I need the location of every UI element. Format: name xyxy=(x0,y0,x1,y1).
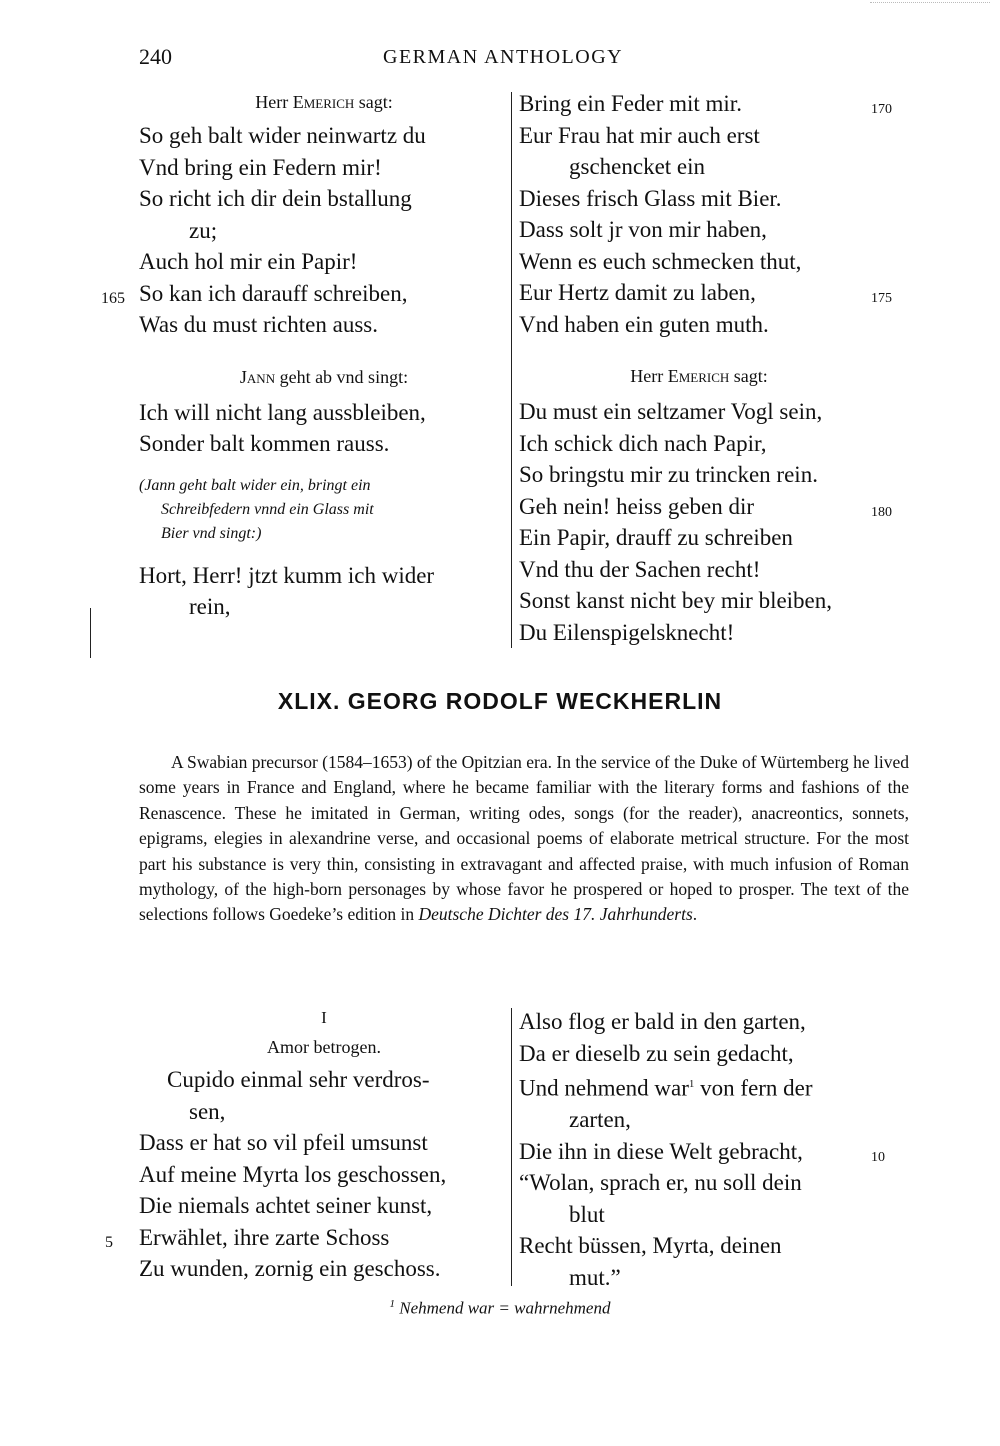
verse-line xyxy=(519,88,919,120)
speaker-suffix: geht ab vnd singt: xyxy=(275,366,409,387)
verse-line: Ein Papir, drauff zu schreiben xyxy=(519,525,793,550)
column-divider xyxy=(511,92,512,648)
intro-book-title: Deutsche Dichter des 17. Jahrhunderts xyxy=(418,904,693,925)
column-divider xyxy=(511,1008,512,1286)
verse-text: Die ihn in diese Welt gebracht, xyxy=(519,1138,803,1164)
footnote-marker: 1 xyxy=(389,1298,396,1310)
verse-text: Und nehmend war xyxy=(519,1075,689,1101)
verse-line xyxy=(101,278,509,310)
verse-line xyxy=(519,1069,919,1104)
verse-line: Hort, Herr! jtzt kumm ich wider xyxy=(139,562,435,588)
verse-line: Eur Frau hat mir auch erst xyxy=(519,122,760,148)
speaker-prefix: Herr xyxy=(255,92,293,112)
speaker-suffix: sagt: xyxy=(729,366,768,386)
speaker-name: Emerich xyxy=(292,92,355,112)
poem-left-column xyxy=(105,1006,509,1285)
intro-text: A Swabian precursor (1584–1653) of the Opitzian era. In the service of the Duke of Würtemberg he lived some years in France and England, where he became familiar with the literary forms and fashions of the Renascence. These he imitated in German, writing odes, songs (for the reader), anacreontics, sonnets, epigrams, elegies in alexandrine verse, and occasional poems of elaborate metrical structure. For the most part his substance is very thin, consisting in extravagant and affected praise, with much infusion of Roman mythology, of the high-born personages by whose favor he prospered or hoped to prosper. The text of the selections follows Goedeke’s edition in xyxy=(139,752,910,925)
verse-line: rein, xyxy=(189,594,231,619)
verse-line: Sonder balt kommen rauss. xyxy=(139,431,390,456)
poem-number: I xyxy=(321,1008,327,1027)
margin-mark xyxy=(90,608,91,658)
verse-line: Dieses frisch Glass mit Bier. xyxy=(519,185,782,211)
verse-line: Vnd haben ein guten muth. xyxy=(519,311,769,337)
stage-line: Schreibfedern vnnd ein Glass mit xyxy=(161,500,374,518)
verse-text: Bring ein Feder mit mir. xyxy=(519,91,742,116)
intro-end: . xyxy=(692,904,698,925)
verse-line: So geh balt wider neinwartz du xyxy=(139,123,426,148)
intro-paragraph xyxy=(139,750,909,928)
verse-line: Ich schick dich nach Papir, xyxy=(519,430,767,456)
verse-text: Eur Hertz damit zu laben, xyxy=(519,280,756,305)
verse-line: Sonst kanst nicht bey mir bleiben, xyxy=(519,588,833,613)
verse-line: Auch hol mir ein Papir! xyxy=(139,249,358,274)
line-number: 10 xyxy=(871,1149,885,1165)
verse-text: So kan ich darauff schreiben, xyxy=(139,280,408,306)
line-number: 170 xyxy=(871,102,892,117)
verse-line: Vnd bring ein Federn mir! xyxy=(139,154,382,180)
top-left-column xyxy=(101,88,509,623)
verse-line: zu; xyxy=(189,217,218,243)
verse-line: Dass er hat so vil pfeil umsunst xyxy=(139,1130,428,1155)
verse-line: Also flog er bald in den garten, xyxy=(519,1009,806,1034)
scan-artifact xyxy=(870,2,990,3)
verse-line: Dass solt jr von mir haben, xyxy=(519,217,767,242)
poem-title: Amor betrogen. xyxy=(267,1037,381,1057)
page-number: 240 xyxy=(139,44,172,69)
footnote-text: Nehmend war = wahrnehmend xyxy=(399,1298,611,1318)
verse-line: Vnd thu der Sachen recht! xyxy=(519,556,761,582)
verse-line: Cupido einmal sehr verdros- xyxy=(167,1067,430,1092)
speaker-name: Jann xyxy=(239,366,276,387)
verse-line: Zu wunden, zornig ein geschoss. xyxy=(139,1256,441,1281)
verse-line: Du must ein seltzamer Vogl sein, xyxy=(519,399,823,424)
verse-line: Recht büssen, Myrta, deinen xyxy=(519,1233,782,1259)
speaker-name: Emerich xyxy=(667,366,730,386)
line-number: 5 xyxy=(105,1233,113,1251)
stage-direction xyxy=(139,474,509,546)
line-number: 175 xyxy=(871,291,892,306)
verse-line: blut xyxy=(569,1201,605,1227)
verse-line xyxy=(105,1222,509,1254)
speaker-prefix: Herr xyxy=(630,366,668,386)
verse-line: So richt ich dir dein bstallung xyxy=(139,186,412,211)
verse-text: von fern der xyxy=(694,1075,813,1101)
running-title: GERMAN ANTHOLOGY xyxy=(383,46,624,68)
verse-line: zarten, xyxy=(569,1107,631,1133)
speaker-heading xyxy=(139,88,509,116)
verse-line: Ich will nicht lang aussbleiben, xyxy=(139,399,426,425)
line-number: 180 xyxy=(871,504,892,520)
stage-line: (Jann geht balt wider ein, bringt ein xyxy=(139,476,371,494)
verse-text: Erwählet, ihre zarte Schoss xyxy=(139,1224,390,1250)
verse-line: Auf meine Myrta los geschossen, xyxy=(139,1161,447,1187)
poem-right-column xyxy=(519,1006,919,1293)
footnote-ref: 1 xyxy=(688,1078,695,1090)
speaker-heading xyxy=(519,362,879,390)
verse-line: Du Eilenspigelsknecht! xyxy=(519,619,735,645)
stage-line: Bier vnd singt:) xyxy=(161,524,262,542)
verse-text: Geh nein! heiss geben dir xyxy=(519,493,755,519)
verse-line: “Wolan, sprach er, nu soll dein xyxy=(519,1170,802,1196)
top-right-column xyxy=(519,88,919,648)
verse-line: Was du must richten auss. xyxy=(139,312,378,337)
verse-line: sen, xyxy=(189,1098,226,1124)
verse-line xyxy=(519,491,919,523)
speaker-suffix: sagt: xyxy=(354,92,393,112)
verse-line: Wenn es euch schmecken thut, xyxy=(519,248,802,274)
verse-line: Die niemals achtet seiner kunst, xyxy=(139,1193,433,1218)
verse-line: gschencket ein xyxy=(569,154,706,179)
verse-line xyxy=(519,277,919,309)
verse-line: Da er dieselb zu sein gedacht, xyxy=(519,1040,794,1066)
section-heading: XLIX. GEORG RODOLF WECKHERLIN xyxy=(277,688,723,714)
verse-line: mut.” xyxy=(569,1264,621,1290)
speaker-heading xyxy=(139,363,509,391)
line-number: 165 xyxy=(101,289,125,307)
footnote xyxy=(0,1298,1000,1319)
verse-line xyxy=(519,1136,919,1168)
verse-line: So bringstu mir zu trincken rein. xyxy=(519,462,818,487)
